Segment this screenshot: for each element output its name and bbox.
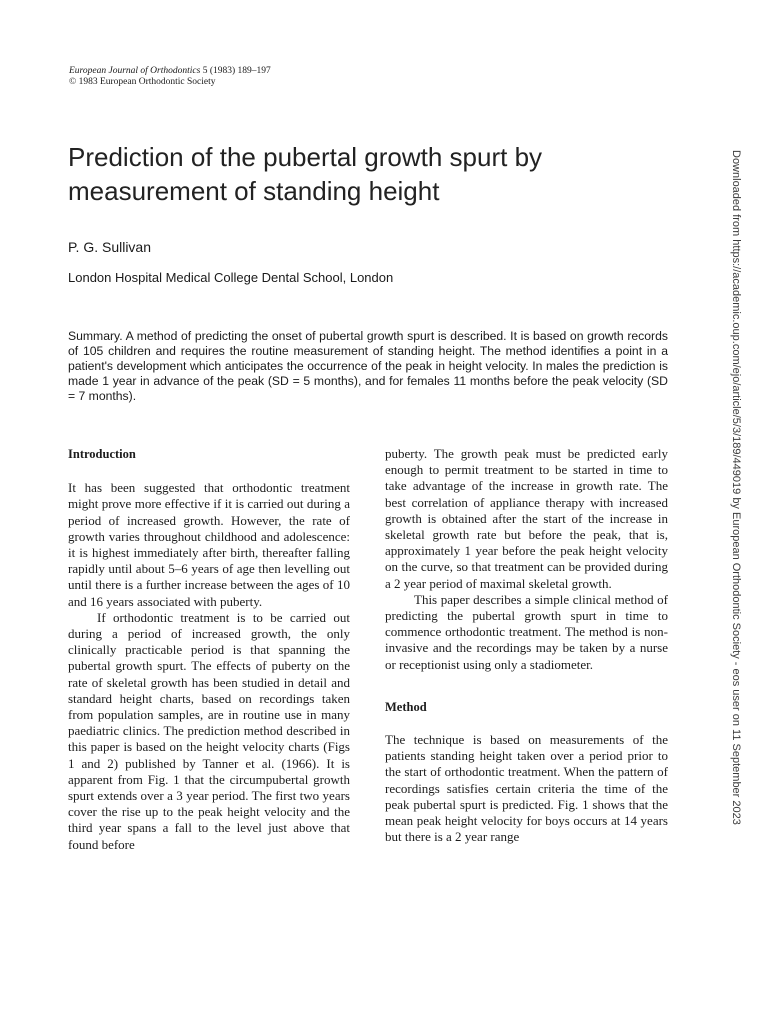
copyright-line: © 1983 European Orthodontic Society [69,77,216,87]
download-watermark [728,150,756,890]
introduction-paragraph-2: If orthodontic treatment is to be carried out during a period of increased growth, the only clinically practicable period is that spanning the pubertal growth spurt. The effects of puberty on the rate of skeletal growth has been studied in detail and standard height charts, based on recordings taken from population samples, are in routine use in many paediatric clinics. The prediction method described in this paper is based on the height velocity charts (Figs 1 and 2) published by Tanner et al. (1966). It is apparent from Fig. 1 that the circumpubertal growth spurt extends over a 3 year period. The first two years cover the rise up to the peak height velocity and the third year spans a fall to the level just above that found before [68,609,350,852]
journal-name: European Journal of Orthodontics [69,66,201,76]
introduction-heading: Introduction [68,447,136,461]
author-name: P. G. Sullivan [68,239,152,255]
download-watermark-text: Downloaded from https://academic.oup.com/ejo/article/5/3/189/449019 by European Orthodontic Society - eos user on 11 September 2023 [730,150,742,825]
summary-paragraph: Summary. A method of predicting the onset of pubertal growth spurt is described. It is based on growth records of 105 children and requires the routine measurement of standing height. The method identifies a point in a patient's development which anticipates the occurrence of the peak in height velocity. In males the prediction is made 1 year in advance of the peak (SD = 5 months), and for females 11 months before the peak velocity (SD = 7 months). [68,329,668,403]
journal-citation [69,66,271,88]
journal-volume: 5 (1983) 189–197 [200,66,271,76]
introduction-paragraph-4: This paper describes a simple clinical method of predicting the pubertal growth spurt in time to commence orthodontic treatment. The method is non-invasive and the recordings may be taken by a nurse or receptionist using only a stadiometer. [385,591,668,672]
method-paragraph-1: The technique is based on measurements of the patients standing height taken over a period prior to the start of orthodontic treatment. When the pattern of recordings satisfies certain criteria the time of the peak pubertal spurt is predicted. Fig. 1 shows that the mean peak height velocity for boys occurs at 14 years but there is a 2 year range [385,732,668,845]
introduction-paragraph-1: It has been suggested that orthodontic treatment might prove more effective if it is carried out during a period of increased growth. However, the rate of growth varies throughout childhood and adolescence: it is highest immediately after birth, thereafter falling rapidly until about 5–6 years of age then levelling out until there is a further increase between the ages of 10 and 16 years associated with puberty. [68,480,350,609]
left-column [68,446,350,853]
right-column [385,446,668,845]
method-heading: Method [385,699,427,714]
introduction-paragraph-3: puberty. The growth peak must be predicted early enough to permit treatment to be started in time to take advantage of the increase in growth rate. The best correlation of appliance therapy with increased growth is obtained after the start of the increase in skeletal growth rate but before the peak, that is, approximately 1 year before the peak height velocity on the curve, so that treatment can be provided during a 2 year period of maximal skeletal growth. [385,446,668,591]
article-title: Prediction of the pubertal growth spurt by measurement of standing height [68,142,543,206]
author-affiliation: London Hospital Medical College Dental School, London [68,270,394,285]
